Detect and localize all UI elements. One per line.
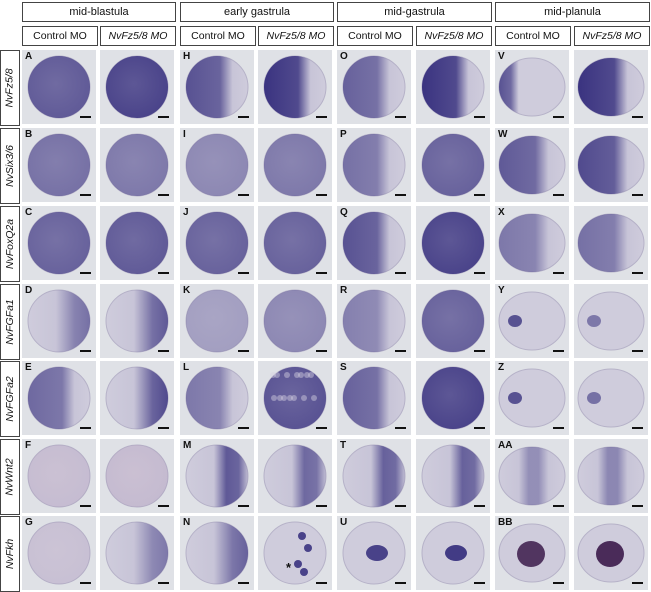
embryo-stain — [258, 361, 332, 435]
embryo-stain — [416, 128, 490, 202]
gene-label — [0, 439, 20, 515]
embryo-image — [495, 284, 569, 358]
panel-label: B — [25, 129, 33, 140]
embryo-image — [574, 50, 648, 124]
embryo-stain — [100, 50, 174, 124]
panel-label: G — [25, 517, 33, 528]
gene-label-text: NvFkh — [4, 538, 16, 570]
embryo-stain — [180, 128, 254, 202]
stage-header: mid-planula — [495, 2, 650, 22]
embryo-image — [337, 516, 411, 590]
embryo-image — [258, 284, 332, 358]
embryo-stain — [22, 206, 96, 280]
embryo-stain — [22, 284, 96, 358]
panel-label: K — [183, 285, 191, 296]
panel-label: O — [340, 51, 348, 62]
panel-label: X — [498, 207, 505, 218]
embryo-image — [574, 361, 648, 435]
scale-bar — [474, 582, 485, 584]
gene-label-text: NvFz5/8 — [4, 68, 16, 108]
scale-bar — [553, 427, 564, 429]
embryo-image — [416, 284, 490, 358]
scale-bar — [238, 116, 249, 118]
scale-bar — [316, 582, 327, 584]
condition-header: Control MO — [180, 26, 256, 46]
embryo-stain — [258, 516, 332, 590]
embryo-stain — [574, 284, 648, 358]
scale-bar — [158, 582, 169, 584]
panel-label: Y — [498, 285, 505, 296]
embryo-stain — [574, 516, 648, 590]
embryo-image — [180, 516, 254, 590]
gene-label-text: NvWnt2 — [4, 458, 16, 496]
scale-bar — [632, 427, 643, 429]
scale-bar — [395, 427, 406, 429]
panel-label: M — [183, 440, 192, 451]
embryo-image — [100, 284, 174, 358]
scale-bar — [80, 194, 91, 196]
embryo-stain — [100, 128, 174, 202]
embryo-stain — [22, 361, 96, 435]
stage-header: early gastrula — [180, 2, 334, 22]
embryo-stain — [574, 128, 648, 202]
embryo-stain — [100, 361, 174, 435]
embryo-image — [258, 361, 332, 435]
embryo-stain — [337, 284, 411, 358]
embryo-stain — [100, 439, 174, 513]
condition-header: NvFz5/8 MO — [258, 26, 334, 46]
embryo-image — [22, 516, 96, 590]
scale-bar — [316, 194, 327, 196]
embryo-stain — [258, 439, 332, 513]
stage-header: mid-blastula — [22, 2, 176, 22]
scale-bar — [158, 194, 169, 196]
embryo-stain — [574, 439, 648, 513]
embryo-image — [574, 128, 648, 202]
embryo-image — [180, 50, 254, 124]
scale-bar — [316, 350, 327, 352]
scale-bar — [80, 350, 91, 352]
embryo-image — [100, 439, 174, 513]
embryo-image — [574, 516, 648, 590]
panel-label: R — [340, 285, 348, 296]
embryo-image — [416, 516, 490, 590]
embryo-stain — [416, 361, 490, 435]
embryo-image — [100, 516, 174, 590]
scale-bar — [238, 272, 249, 274]
panel-label: T — [340, 440, 347, 451]
embryo-stain — [574, 50, 648, 124]
embryo-stain — [574, 206, 648, 280]
scale-bar — [316, 505, 327, 507]
embryo-stain — [180, 206, 254, 280]
embryo-image — [337, 284, 411, 358]
gene-label — [0, 128, 20, 204]
scale-bar — [553, 505, 564, 507]
scale-bar — [395, 116, 406, 118]
scale-bar — [632, 505, 643, 507]
gene-label — [0, 50, 20, 126]
embryo-stain — [416, 50, 490, 124]
embryo-image — [495, 361, 569, 435]
embryo-stain — [337, 128, 411, 202]
embryo-image — [495, 50, 569, 124]
scale-bar — [158, 116, 169, 118]
embryo-stain — [337, 206, 411, 280]
embryo-stain — [258, 206, 332, 280]
embryo-image — [100, 50, 174, 124]
embryo-image — [337, 50, 411, 124]
scale-bar — [553, 272, 564, 274]
scale-bar — [316, 116, 327, 118]
embryo-image — [495, 128, 569, 202]
embryo-image — [416, 206, 490, 280]
condition-header: Control MO — [337, 26, 413, 46]
embryo-image — [495, 516, 569, 590]
embryo-stain — [337, 439, 411, 513]
embryo-stain — [337, 361, 411, 435]
embryo-image — [337, 361, 411, 435]
scale-bar — [158, 350, 169, 352]
embryo-image — [100, 128, 174, 202]
scale-bar — [238, 350, 249, 352]
gene-label — [0, 361, 20, 437]
scale-bar — [395, 505, 406, 507]
panel-label: J — [183, 207, 189, 218]
embryo-image — [22, 206, 96, 280]
embryo-stain — [495, 284, 569, 358]
embryo-image — [22, 439, 96, 513]
panel-label: I — [183, 129, 186, 140]
embryo-image — [22, 361, 96, 435]
embryo-image — [180, 128, 254, 202]
embryo-stain — [337, 516, 411, 590]
embryo-stain — [258, 50, 332, 124]
scale-bar — [474, 505, 485, 507]
condition-header: NvFz5/8 MO — [416, 26, 492, 46]
embryo-image — [337, 439, 411, 513]
embryo-image — [416, 128, 490, 202]
panel-label: C — [25, 207, 33, 218]
stage-header: mid-gastrula — [337, 2, 492, 22]
embryo-image — [100, 361, 174, 435]
condition-header: Control MO — [22, 26, 98, 46]
gene-label — [0, 516, 20, 592]
embryo-stain — [180, 361, 254, 435]
panel-label: P — [340, 129, 347, 140]
embryo-image — [416, 50, 490, 124]
embryo-stain — [100, 516, 174, 590]
scale-bar — [632, 582, 643, 584]
embryo-image — [258, 516, 332, 590]
embryo-image — [258, 439, 332, 513]
embryo-stain — [22, 50, 96, 124]
embryo-image — [22, 50, 96, 124]
scale-bar — [632, 194, 643, 196]
scale-bar — [395, 582, 406, 584]
embryo-image — [574, 284, 648, 358]
embryo-image — [180, 206, 254, 280]
panel-label: L — [183, 362, 190, 373]
embryo-stain — [258, 128, 332, 202]
gene-label-text: NvFoxQ2a — [4, 218, 16, 270]
scale-bar — [80, 116, 91, 118]
embryo-image — [180, 439, 254, 513]
embryo-image — [574, 206, 648, 280]
scale-bar — [553, 194, 564, 196]
scale-bar — [158, 505, 169, 507]
embryo-stain — [180, 50, 254, 124]
embryo-image — [180, 361, 254, 435]
panel-label: E — [25, 362, 32, 373]
embryo-stain — [22, 128, 96, 202]
embryo-image — [258, 206, 332, 280]
panel-label: U — [340, 517, 348, 528]
embryo-stain — [100, 206, 174, 280]
embryo-image — [495, 206, 569, 280]
scale-bar — [238, 194, 249, 196]
embryo-stain — [22, 516, 96, 590]
embryo-image — [180, 284, 254, 358]
scale-bar — [474, 427, 485, 429]
scale-bar — [238, 427, 249, 429]
condition-header: Control MO — [495, 26, 571, 46]
embryo-image — [100, 206, 174, 280]
embryo-stain — [100, 284, 174, 358]
embryo-image — [495, 439, 569, 513]
gene-label-text: NvFGFa1 — [4, 299, 17, 345]
scale-bar — [632, 272, 643, 274]
panel-label: AA — [498, 440, 513, 451]
embryo-image — [416, 361, 490, 435]
embryo-stain — [574, 361, 648, 435]
embryo-image — [258, 128, 332, 202]
embryo-stain — [416, 516, 490, 590]
embryo-stain — [495, 50, 569, 124]
gene-label-text: NvFGFa2 — [4, 376, 17, 422]
panel-label: W — [498, 129, 508, 140]
gene-label-text: NvSix3/6 — [4, 144, 17, 188]
embryo-stain — [337, 50, 411, 124]
panel-label: Z — [498, 362, 505, 373]
scale-bar — [474, 194, 485, 196]
scale-bar — [238, 505, 249, 507]
embryo-stain — [180, 516, 254, 590]
embryo-image — [337, 128, 411, 202]
scale-bar — [158, 272, 169, 274]
scale-bar — [632, 116, 643, 118]
embryo-stain — [416, 206, 490, 280]
scale-bar — [474, 272, 485, 274]
scale-bar — [395, 272, 406, 274]
condition-header: NvFz5/8 MO — [100, 26, 176, 46]
scale-bar — [553, 116, 564, 118]
scale-bar — [553, 350, 564, 352]
scale-bar — [553, 582, 564, 584]
scale-bar — [80, 582, 91, 584]
gene-label — [0, 206, 20, 282]
embryo-stain — [22, 439, 96, 513]
embryo-image — [416, 439, 490, 513]
panel-label: V — [498, 51, 505, 62]
panel-label: S — [340, 362, 347, 373]
panel-label: Q — [340, 207, 348, 218]
panel-label: A — [25, 51, 33, 62]
embryo-stain — [258, 284, 332, 358]
panel-label: N — [183, 517, 191, 528]
embryo-image — [337, 206, 411, 280]
scale-bar — [158, 427, 169, 429]
embryo-stain — [416, 284, 490, 358]
condition-header: NvFz5/8 MO — [574, 26, 650, 46]
embryo-stain — [495, 361, 569, 435]
panel-label: BB — [498, 517, 513, 528]
scale-bar — [395, 350, 406, 352]
scale-bar — [316, 272, 327, 274]
scale-bar — [632, 350, 643, 352]
scale-bar — [80, 272, 91, 274]
embryo-stain — [495, 206, 569, 280]
embryo-stain — [180, 284, 254, 358]
panel-label: H — [183, 51, 191, 62]
scale-bar — [316, 427, 327, 429]
embryo-image — [22, 284, 96, 358]
scale-bar — [238, 582, 249, 584]
gene-label — [0, 284, 20, 360]
scale-bar — [80, 427, 91, 429]
embryo-stain — [416, 439, 490, 513]
scale-bar — [80, 505, 91, 507]
scale-bar — [474, 116, 485, 118]
panel-label: F — [25, 440, 32, 451]
scale-bar — [474, 350, 485, 352]
panel-label: D — [25, 285, 33, 296]
scale-bar — [395, 194, 406, 196]
embryo-image — [258, 50, 332, 124]
embryo-image — [574, 439, 648, 513]
panel-label: * — [286, 560, 292, 575]
embryo-image — [22, 128, 96, 202]
